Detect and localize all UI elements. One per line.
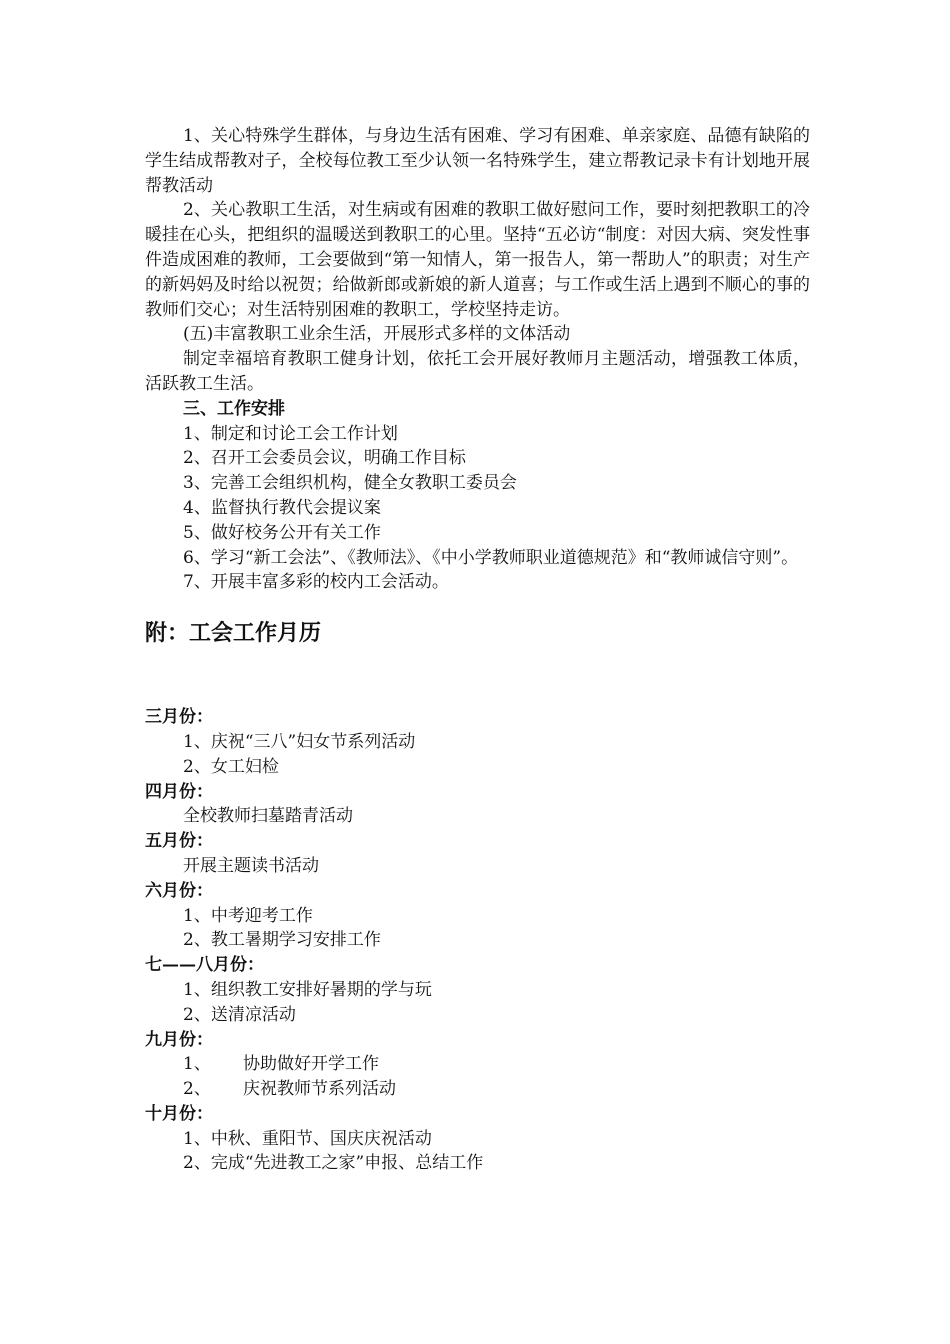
arrangement-item: 2、召开工会委员会议，明确工作目标	[183, 448, 466, 469]
item-text: 协助做好开学工作	[243, 1054, 379, 1075]
month-item: 1、中秋、重阳节、国庆庆祝活动	[183, 1128, 432, 1149]
month-item: 2、完成“先进教工之家”申报、总结工作	[183, 1153, 484, 1174]
section-five-text: 制定幸福培育教职工健身计划，依托工会开展好教师月主题活动，增强教工体质，活跃教工生活。	[145, 349, 810, 394]
arrangement-item: 1、制定和讨论工会工作计划	[183, 423, 398, 444]
month-heading-may: 五月份：	[145, 831, 213, 852]
section-three-heading: 三、工作安排	[183, 398, 285, 419]
month-item: 2、送清凉活动	[183, 1004, 296, 1025]
month-item: 1、庆祝“三八”妇女节系列活动	[183, 731, 416, 752]
month-heading-april: 四月份：	[145, 781, 213, 802]
paragraph-staff-care: 2、关心教职工生活，对生病或有困难的教职工做好慰问工作，要时刻把教职工的冷暖挂在心头，把组织的温暖送到教职工的心里。坚持“五必访“制度：对因大病、突发性事件造成困难的教师，工会要做到“第一知情人，第一报告人，第一帮助人”的职责；对生产的新妈妈及时给以祝贺；给做新郎或新娘的新人道喜；与工作或生活上遇到不顺心的事的教师们交心；对生活特别困难的教职工，学校坚持走访。	[145, 200, 810, 320]
month-heading-october: 十月份：	[145, 1103, 213, 1124]
month-item: 1、组织教工安排好暑期的学与玩	[183, 979, 432, 1000]
arrangement-item: 3、完善工会组织机构，健全女教职工委员会	[183, 473, 517, 494]
month-item	[145, 1077, 810, 1102]
month-heading-june: 六月份：	[145, 880, 213, 901]
month-item: 2、教工暑期学习安排工作	[183, 930, 381, 951]
monthly-calendar	[145, 705, 810, 1176]
arrangement-item: 5、做好校务公开有关工作	[183, 522, 381, 543]
month-heading-march: 三月份：	[145, 707, 213, 728]
arrangement-item: 6、学习“新工会法”、《教师法》、《中小学教师职业道德规范》和“教师诚信守则”。	[183, 547, 799, 568]
item-text: 庆祝教师节系列活动	[243, 1079, 396, 1100]
section-five-heading: (五)丰富教职工业余生活，开展形式多样的文体活动	[183, 324, 571, 345]
month-item: 1、中考迎考工作	[183, 905, 313, 926]
item-number: 1、	[183, 1054, 211, 1075]
paragraph-special-students: 1、关心特殊学生群体，与身边生活有困难、学习有困难、单亲家庭、品德有缺陷的学生结成帮教对子，全校每位教工至少认领一名特殊学生，建立帮教记录卡有计划地开展帮教活动	[145, 126, 810, 196]
month-item	[145, 1052, 810, 1077]
arrangement-item: 4、监督执行教代会提议案	[183, 497, 381, 518]
month-item: 开展主题读书活动	[183, 855, 319, 876]
month-heading-july-august: 七——八月份：	[145, 955, 264, 976]
month-heading-september: 九月份：	[145, 1029, 213, 1050]
item-number: 2、	[183, 1079, 211, 1100]
month-item: 2、女工妇检	[183, 756, 279, 777]
document-page	[145, 124, 810, 1176]
arrangement-item: 7、开展丰富多彩的校内工会活动。	[183, 572, 449, 593]
appendix-title: 附：工会工作月历	[145, 621, 322, 647]
month-item: 全校教师扫墓踏青活动	[183, 806, 353, 827]
